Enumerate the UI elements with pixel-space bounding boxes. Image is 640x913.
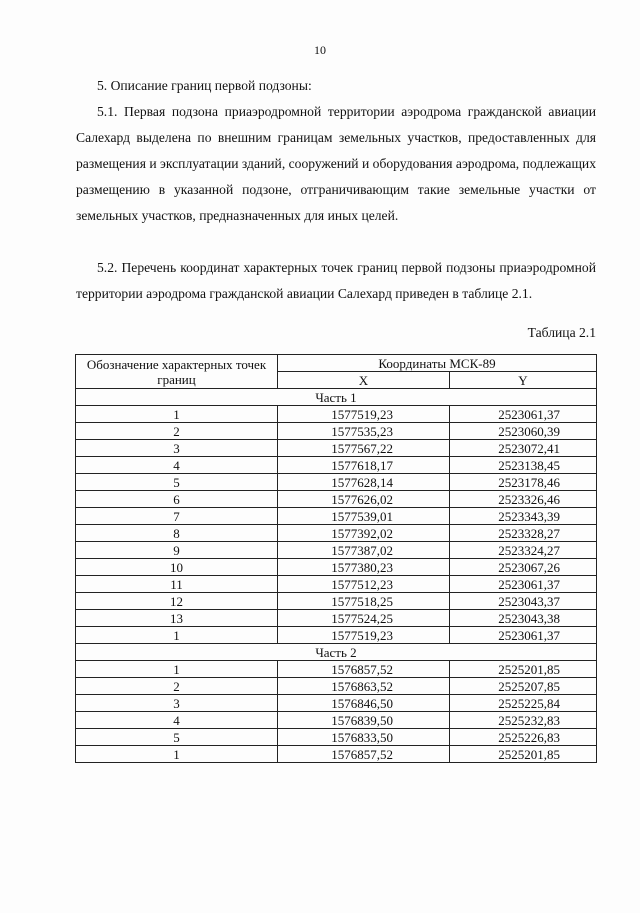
table-row — [76, 457, 597, 474]
paragraph-5-1-text: Первая подзона приаэродромной территории аэродрома гражданской авиации Салехард выделена по внешним границам земельных участков, предоставленных для размещения и эксплуатации зданий, сооружений и оборудования аэродрома, подлежащих размещению в указанной подзоне, отграничивающим такие земельные участки от земельных участков, предназначенных для иных целей. — [76, 104, 596, 223]
coord-x: 1576863,52 — [278, 678, 450, 695]
point-number: 2 — [76, 678, 278, 695]
point-number: 13 — [76, 610, 278, 627]
point-number: 2 — [76, 423, 278, 440]
coordinates-table — [75, 354, 597, 763]
coord-y: 2523328,27 — [450, 525, 597, 542]
coord-x: 1577539,01 — [278, 508, 450, 525]
coord-y: 2523072,41 — [450, 440, 597, 457]
paragraph-5-2 — [76, 255, 596, 307]
coord-y: 2523138,45 — [450, 457, 597, 474]
coord-y: 2523326,46 — [450, 491, 597, 508]
coord-x: 1576833,50 — [278, 729, 450, 746]
coord-x: 1577380,23 — [278, 559, 450, 576]
coord-y: 2523061,37 — [450, 627, 597, 644]
coord-y: 2523178,46 — [450, 474, 597, 491]
coord-y: 2525207,85 — [450, 678, 597, 695]
table-part-row — [76, 644, 597, 661]
coord-y: 2525225,84 — [450, 695, 597, 712]
body-text — [97, 73, 595, 99]
point-number: 3 — [76, 440, 278, 457]
header-x: X — [278, 372, 450, 389]
paragraph-5-1-label: 5.1. — [97, 104, 118, 119]
coord-y: 2523043,38 — [450, 610, 597, 627]
point-number: 1 — [76, 746, 278, 763]
point-number: 8 — [76, 525, 278, 542]
coord-y: 2525201,85 — [450, 746, 597, 763]
coord-y: 2525232,83 — [450, 712, 597, 729]
coord-x: 1577626,02 — [278, 491, 450, 508]
table-row — [76, 610, 597, 627]
coord-x: 1577392,02 — [278, 525, 450, 542]
point-number: 12 — [76, 593, 278, 610]
table-body — [76, 389, 597, 763]
coord-y: 2523343,39 — [450, 508, 597, 525]
table-row — [76, 440, 597, 457]
point-number: 6 — [76, 491, 278, 508]
coord-x: 1577512,23 — [278, 576, 450, 593]
point-number: 1 — [76, 627, 278, 644]
page-number: 10 — [314, 43, 326, 57]
coord-x: 1577387,02 — [278, 542, 450, 559]
coord-x: 1576857,52 — [278, 661, 450, 678]
table-row — [76, 712, 597, 729]
point-number: 11 — [76, 576, 278, 593]
coord-y: 2523324,27 — [450, 542, 597, 559]
coord-x: 1576839,50 — [278, 712, 450, 729]
point-number: 5 — [76, 729, 278, 746]
table-row — [76, 678, 597, 695]
table-row — [76, 491, 597, 508]
coord-y: 2523060,39 — [450, 423, 597, 440]
paragraph-5-2-text: Перечень координат характерных точек границ первой подзоны приаэродромной территории аэродрома гражданской авиации Салехард приведен в таблице 2.1. — [76, 260, 597, 301]
table-row — [76, 695, 597, 712]
coord-x: 1577628,14 — [278, 474, 450, 491]
coord-y: 2523067,26 — [450, 559, 597, 576]
header-y: Y — [450, 372, 597, 389]
point-number: 3 — [76, 695, 278, 712]
part-title: Часть 1 — [76, 389, 597, 406]
coord-y: 2523061,37 — [450, 576, 597, 593]
point-number: 10 — [76, 559, 278, 576]
table-row — [76, 593, 597, 610]
table-row — [76, 661, 597, 678]
paragraph-5-2-label: 5.2. — [97, 260, 118, 275]
coord-y: 2525201,85 — [450, 661, 597, 678]
coord-y: 2523061,37 — [450, 406, 597, 423]
section-heading — [97, 73, 595, 99]
header-points: Обозначение характерных точек границ — [76, 355, 278, 389]
coord-y: 2523043,37 — [450, 593, 597, 610]
table-row — [76, 559, 597, 576]
point-number: 1 — [76, 661, 278, 678]
table-row — [76, 542, 597, 559]
point-number: 9 — [76, 542, 278, 559]
coord-x: 1577518,25 — [278, 593, 450, 610]
table-row — [76, 525, 597, 542]
coord-x: 1576857,52 — [278, 746, 450, 763]
coord-x: 1577524,25 — [278, 610, 450, 627]
header-coordinates: Координаты МСК-89 — [278, 355, 597, 372]
table-row — [76, 508, 597, 525]
coord-x: 1577535,23 — [278, 423, 450, 440]
section-heading-text: 5. Описание границ первой подзоны: — [97, 78, 312, 93]
coord-x: 1577567,22 — [278, 440, 450, 457]
paragraph-5-1 — [76, 99, 596, 229]
table-row — [76, 474, 597, 491]
table-row — [76, 746, 597, 763]
point-number: 4 — [76, 457, 278, 474]
coord-x: 1577618,17 — [278, 457, 450, 474]
table-row — [76, 627, 597, 644]
part-title: Часть 2 — [76, 644, 597, 661]
point-number: 1 — [76, 406, 278, 423]
point-number: 7 — [76, 508, 278, 525]
table-row — [76, 729, 597, 746]
table-row — [76, 423, 597, 440]
table-part-row — [76, 389, 597, 406]
coord-x: 1577519,23 — [278, 627, 450, 644]
table-caption: Таблица 2.1 — [527, 325, 596, 340]
point-number: 5 — [76, 474, 278, 491]
coord-x: 1577519,23 — [278, 406, 450, 423]
coord-x: 1576846,50 — [278, 695, 450, 712]
coord-y: 2525226,83 — [450, 729, 597, 746]
table-row — [76, 406, 597, 423]
table-row — [76, 576, 597, 593]
point-number: 4 — [76, 712, 278, 729]
